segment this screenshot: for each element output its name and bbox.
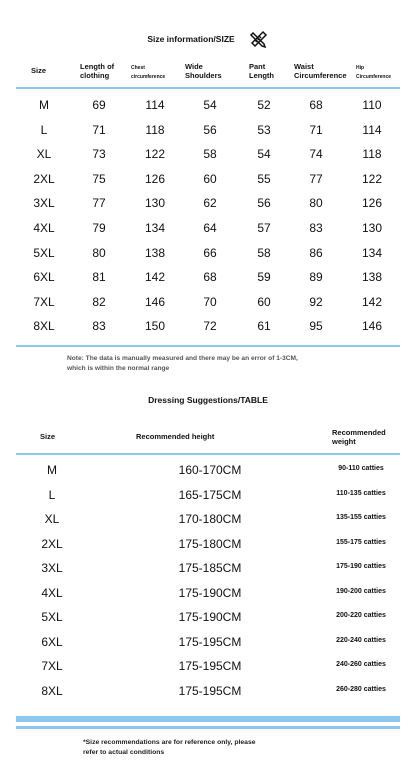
header-weight-line2: weight — [332, 437, 356, 446]
cell-chest: 150 — [144, 319, 166, 334]
cell-height: 170-180CM — [178, 512, 242, 526]
cell-size: 6XL — [41, 634, 63, 649]
cell-pant: 53 — [257, 122, 271, 137]
cell-shoulders: 70 — [203, 294, 217, 309]
cell-shoulders: 62 — [203, 196, 217, 211]
footer-line2: refer to actual conditions — [83, 749, 165, 756]
cell-size: L — [40, 122, 48, 137]
cell-size: M — [47, 463, 57, 477]
header-weight-line1: Recommended — [332, 428, 386, 437]
cell-height: 175-190CM — [178, 585, 242, 600]
footer-note — [83, 738, 323, 758]
cell-height: 175-195CM — [178, 634, 242, 649]
cell-waist: 68 — [309, 98, 323, 112]
table-row — [0, 190, 416, 215]
header-chest-line2: circumference — [131, 74, 166, 80]
table-row — [0, 483, 416, 507]
size-info-title: Size information/SIZE — [147, 34, 235, 44]
cell-shoulders: 64 — [203, 221, 217, 235]
header-shoulders-line1: Wide — [185, 62, 203, 71]
cell-waist: 77 — [309, 171, 323, 186]
cell-size: 6XL — [33, 270, 55, 285]
cell-chest: 134 — [144, 221, 166, 235]
cell-size: 8XL — [33, 319, 55, 334]
header-shoulders-line2: Shoulders — [185, 71, 222, 80]
cell-weight: 110-135 catties — [336, 489, 386, 497]
header-length-line1: Length of — [80, 62, 115, 71]
cell-weight: 260-280 catties — [336, 685, 386, 693]
header-hip-line1: Hip — [356, 65, 365, 71]
cell-waist: 86 — [309, 245, 323, 260]
cell-waist: 74 — [309, 147, 323, 162]
cell-weight: 220-240 catties — [336, 636, 386, 644]
cell-weight: 175-190 catties — [336, 563, 386, 570]
cell-waist: 71 — [309, 122, 323, 137]
cell-shoulders: 54 — [203, 98, 217, 112]
header-size: Size — [31, 66, 47, 75]
header-waist-line1: Waist — [294, 62, 314, 71]
cell-length: 75 — [92, 171, 106, 186]
size-table-header — [0, 60, 416, 86]
cell-size: 7XL — [33, 294, 55, 309]
measurement-note — [67, 354, 377, 374]
cell-size: 4XL — [41, 585, 63, 600]
cell-waist: 92 — [309, 294, 323, 309]
cell-waist: 89 — [309, 270, 323, 285]
cell-size: 7XL — [41, 659, 63, 673]
cell-height: 175-190CM — [178, 610, 242, 624]
table-row — [0, 458, 416, 482]
cell-hip: 110 — [362, 98, 382, 112]
cell-hip: 126 — [361, 196, 383, 211]
header-pant — [249, 62, 274, 80]
table-row — [0, 166, 416, 191]
header-waist — [294, 62, 347, 80]
header-shoulders — [185, 62, 222, 80]
cell-pant: 59 — [257, 270, 271, 285]
table-row — [0, 240, 416, 265]
cell-weight: 90-110 catties — [338, 465, 384, 472]
cell-size: M — [39, 98, 49, 112]
cell-pant: 60 — [257, 294, 271, 309]
header-hip-line2: Circumference — [356, 74, 392, 80]
cell-size: 4XL — [33, 221, 55, 235]
header-length-line2: clothing — [80, 71, 110, 80]
cell-weight: 155-175 catties — [336, 538, 386, 546]
cell-size: 5XL — [41, 610, 63, 624]
cell-shoulders: 56 — [203, 122, 217, 137]
table-row — [0, 92, 416, 117]
divider — [16, 453, 400, 455]
cell-size: 2XL — [33, 171, 55, 186]
header-hip — [356, 64, 391, 82]
cell-weight: 135-155 catties — [336, 514, 386, 521]
table-row — [0, 215, 416, 240]
cell-shoulders: 72 — [203, 319, 217, 334]
cell-length: 77 — [92, 196, 106, 211]
divider — [16, 87, 400, 89]
dressing-title: Dressing Suggestions/TABLE — [148, 395, 268, 405]
cell-pant: 54 — [257, 147, 271, 162]
cell-height: 175-180CM — [178, 536, 242, 551]
footer-line1: *Size recommendations are for reference only, please — [83, 739, 256, 746]
cell-size: 3XL — [41, 561, 63, 575]
cell-weight: 190-200 catties — [336, 587, 386, 595]
cell-chest: 142 — [144, 270, 166, 285]
ruler-pencil-icon — [249, 29, 269, 49]
cell-shoulders: 66 — [203, 245, 217, 260]
cell-height: 165-175CM — [178, 487, 242, 502]
cell-length: 71 — [92, 122, 106, 137]
header-waist-line2: Circumference — [294, 71, 347, 80]
cell-pant: 58 — [257, 245, 271, 260]
cell-chest: 118 — [145, 122, 165, 137]
cell-length: 82 — [92, 294, 106, 309]
table-row — [0, 289, 416, 314]
cell-length: 69 — [92, 98, 106, 112]
cell-waist: 83 — [309, 221, 323, 235]
table-row — [0, 507, 416, 531]
cell-chest: 114 — [145, 98, 165, 112]
cell-size: 8XL — [41, 683, 63, 698]
footer-band-thin — [16, 726, 400, 729]
cell-length: 80 — [92, 245, 106, 260]
cell-height: 175-195CM — [178, 659, 242, 673]
cell-hip: 118 — [362, 147, 382, 162]
cell-hip: 114 — [362, 122, 382, 137]
table-row — [0, 556, 416, 580]
cell-shoulders: 58 — [203, 147, 217, 162]
header-size2: Size — [40, 432, 56, 441]
cell-pant: 56 — [257, 196, 271, 211]
table-row — [0, 630, 416, 654]
table-row — [0, 117, 416, 142]
footer-band — [16, 716, 400, 722]
cell-length: 83 — [92, 319, 106, 334]
cell-weight: 200-220 catties — [336, 612, 386, 619]
cell-height: 175-185CM — [178, 561, 242, 575]
cell-chest: 122 — [144, 147, 166, 162]
cell-hip: 146 — [361, 319, 383, 334]
note-line1: Note: The data is manually measured and there may be an error of 1-3CM, — [67, 355, 298, 362]
header-chest — [131, 64, 165, 82]
cell-chest: 138 — [144, 245, 166, 260]
note-line2: which is within the normal range — [67, 365, 170, 372]
cell-size: XL — [44, 512, 60, 526]
cell-waist: 80 — [309, 196, 323, 211]
table-row — [0, 141, 416, 166]
cell-length: 79 — [92, 221, 106, 235]
cell-hip: 138 — [361, 270, 383, 285]
cell-length: 81 — [92, 270, 106, 285]
cell-size: L — [48, 487, 56, 502]
size-info-header — [0, 30, 416, 48]
cell-pant: 52 — [257, 98, 271, 112]
cell-height: 160-170CM — [178, 463, 242, 477]
table-row — [0, 654, 416, 678]
table-row — [0, 605, 416, 629]
cell-size: XL — [36, 147, 52, 162]
table-row — [0, 581, 416, 605]
cell-pant: 57 — [257, 221, 271, 235]
cell-shoulders: 60 — [203, 171, 217, 186]
table-row — [0, 264, 416, 289]
cell-height: 175-195CM — [178, 683, 242, 698]
cell-hip: 134 — [361, 245, 383, 260]
cell-waist: 95 — [309, 319, 323, 334]
cell-pant: 61 — [257, 319, 271, 334]
cell-shoulders: 68 — [203, 270, 217, 285]
header-height: Recommended height — [136, 432, 215, 441]
cell-size: 5XL — [33, 245, 55, 260]
dressing-table-header — [0, 428, 416, 450]
header-chest-line1: Chest — [131, 65, 145, 71]
divider — [16, 345, 400, 347]
table-row — [0, 532, 416, 556]
cell-length: 73 — [92, 147, 106, 162]
cell-weight: 240-260 catties — [336, 661, 386, 668]
cell-chest: 126 — [144, 171, 166, 186]
cell-pant: 55 — [257, 171, 271, 186]
header-weight — [332, 428, 386, 446]
cell-hip: 122 — [361, 171, 383, 186]
header-pant-line1: Pant — [249, 62, 266, 71]
cell-chest: 146 — [144, 294, 166, 309]
header-pant-line2: Length — [249, 71, 274, 80]
cell-size: 2XL — [41, 536, 63, 551]
table-row — [0, 313, 416, 338]
table-row — [0, 679, 416, 703]
header-length — [80, 62, 114, 80]
cell-size: 3XL — [33, 196, 55, 211]
cell-chest: 130 — [144, 196, 166, 211]
cell-hip: 142 — [361, 294, 383, 309]
cell-hip: 130 — [361, 221, 383, 235]
